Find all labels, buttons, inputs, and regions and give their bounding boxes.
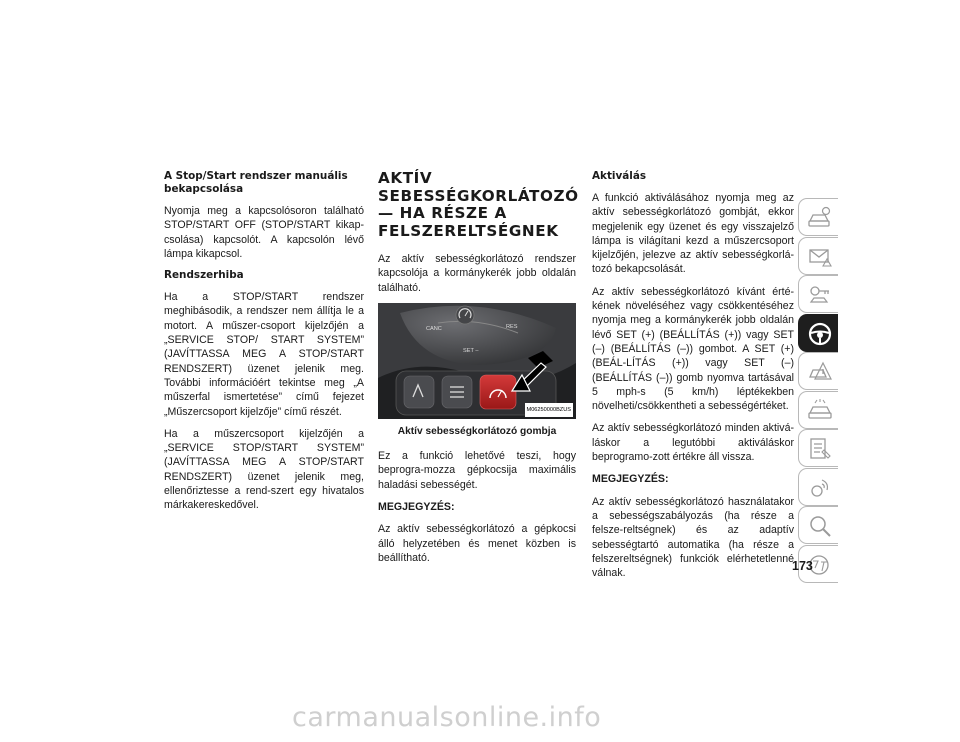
paragraph-manual-activation: Nyomja meg a kapcsolósoron található STOP/START OFF (STOP/START kikap-csolása) kapcsolót. A kapcsolón lévő lámpa kikapcsol. <box>164 205 364 260</box>
page-number: 173 <box>792 559 813 573</box>
tab-car-controls[interactable] <box>798 275 838 313</box>
steering-controls-illustration <box>378 303 576 419</box>
paragraph-system-error-2: Ha a műszercsoport kijelzőjén a „SERVICE STOP/START SYSTEM” (JAVÍTTASSA MEG A STOP/START RENDSZERT) üzenet jelenik meg, ellenőriztesse a rend-szert egy hivatalos márkakereskedővel. <box>164 427 364 512</box>
heading-activation: Aktiválás <box>592 170 647 182</box>
paragraph-intro: Az aktív sebességkorlátozó rendszer kapcsolója a kormánykerék jobb oldalán található. <box>378 253 576 294</box>
section-title: AKTÍV SEBESSÉGKORLÁTOZÓ — HA RÉSZE A FELSZERELTSÉGNEK <box>378 169 579 240</box>
speed-limiter-button-figure <box>378 303 576 419</box>
crash-safety-icon <box>807 359 833 385</box>
column-right <box>592 170 794 588</box>
note-label: MEGJEGYZÉS: <box>592 473 669 486</box>
paragraph-system-error-1: Ha a STOP/START rendszer meghibásodik, a rendszer nem állítja le a motort. A műszer-csoport kijelzőjén a „SERVICE STOP/ START SYSTEM” (JAVÍTTASSA MEG A STOP/START RENDSZERT) üzenet jelenik meg. További információért tekintse meg „A műszerfal ismertetése” című fejezet „Műszercsoport kijelzője” című részét. <box>164 291 364 418</box>
multimedia-icon <box>807 475 833 501</box>
paragraph-activation-3: Az aktív sebességkorlátozó minden aktivá-láskor a legutóbbi aktiváláskor beprogramo-zott értékre áll vissza. <box>592 422 794 464</box>
tab-service-checklist[interactable] <box>798 429 838 467</box>
paragraph-enable: Ez a funkció lehetővé teszi, hogy beprogra-mozza gépkocsija maximális haladási sebességét. <box>378 450 576 491</box>
tab-multimedia[interactable] <box>798 468 838 506</box>
tab-steering[interactable] <box>798 314 838 352</box>
watermark: carmanualsonline.info <box>292 702 602 733</box>
search-index-icon <box>807 513 833 539</box>
note-text: Az aktív sebességkorlátozó használatakor a sebességszabályozás (ha része a felsze-reltségnek) és az adaptív sebességtartó automatika (ha része a felszereltségnek) funkciók elérhetetlenné válnak. <box>592 495 794 580</box>
warning-message-icon <box>807 244 833 270</box>
column-middle <box>378 169 579 573</box>
tab-search-index[interactable] <box>798 506 838 544</box>
figure-caption: Aktív sebességkorlátozó gombja <box>397 425 557 437</box>
steering-wheel-icon <box>807 321 833 347</box>
tab-warning-message[interactable] <box>798 237 838 275</box>
label-canc: CANC <box>426 325 442 332</box>
note-text: Az aktív sebességkorlátozó a gépkocsi álló helyzetében és menet közben is beállítható. <box>378 523 576 564</box>
tab-crash-safety[interactable] <box>798 352 838 390</box>
car-controls-icon <box>807 282 833 308</box>
heading-manual-activation: A Stop/Start rendszer manuális bekapcsolása <box>164 170 348 195</box>
column-left <box>164 170 364 521</box>
car-info-icon <box>807 205 833 231</box>
chapter-tabs <box>798 198 840 583</box>
tab-car-info[interactable] <box>798 198 838 236</box>
tab-car-emergency[interactable] <box>798 391 838 429</box>
label-res: RES <box>506 323 518 330</box>
paragraph-activation-1: A funkció aktiválásához nyomja meg az aktív sebességkorlátozó gombját, ekkor megjelenik egy üzenet és egy visszajelző lámpa is világítani kezd a műszercsoport kijelzőjén, jelezve az aktív sebességkorlá-tozó bekapcsolását. <box>592 192 794 276</box>
figure-code: M06250000BZUS <box>525 403 573 417</box>
note-label: MEGJEGYZÉS: <box>378 501 455 514</box>
label-set: SET – <box>463 347 479 354</box>
service-checklist-icon <box>807 436 833 462</box>
car-emergency-icon <box>807 398 833 424</box>
heading-system-error: Rendszerhiba <box>164 269 244 282</box>
paragraph-activation-2: Az aktív sebességkorlátozó kívánt érté-kének növeléséhez vagy csökkentéséhez nyomja meg a kormánykerék jobb oldalán lévő SET (+) (BEÁLLÍTÁS (+)) vagy SET (–) (BEÁLLÍTÁS (–)) gombot. A SET (+) (BEÁL-LÍTÁS (+)) vagy SET (–) (BEÁLLÍTÁS (–)) gomb nyomva tartásával 5 mph-s (5 km/h) léptékekben növelheti/csökkentheti a sebességértéket. <box>592 285 794 413</box>
